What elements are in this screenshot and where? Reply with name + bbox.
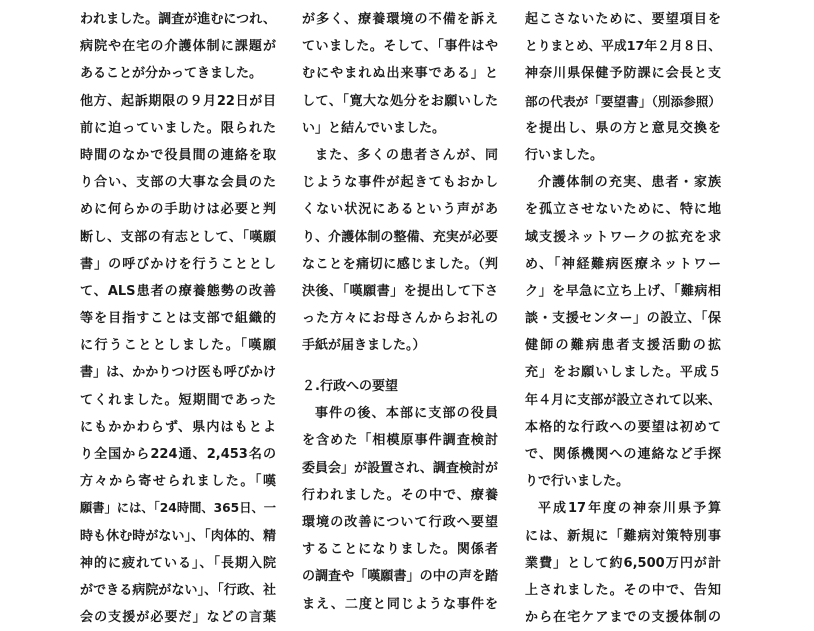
- text-line: することになりました。関係者: [302, 542, 498, 558]
- text-line: むにやまれぬ出来事である」と: [302, 66, 498, 82]
- text-line: ができる病院がない」、「行政、社: [80, 582, 276, 598]
- text-line: 方々から寄せられました。「嘆: [80, 474, 276, 490]
- text-line: ていました。そして、「事件はや: [302, 39, 498, 55]
- text-line: 部の代表が「要望書」（別添参照）: [525, 93, 721, 109]
- text-line: ク」を早急に立ち上げ、「難病相: [525, 283, 721, 299]
- text-line: 前に迫っていました。限られた: [80, 120, 276, 136]
- text-line: して、「寛大な処分をお願いした: [302, 93, 498, 109]
- text-column-2: [302, 6, 498, 618]
- text-line: を提出し、県の方と意見交換を: [525, 120, 721, 136]
- text-line: った方々にお母さんからお礼の: [302, 311, 498, 327]
- text-line: を孤立させないために、特に地: [525, 202, 721, 218]
- text-line: 神的に疲れている」、「長期入院: [80, 555, 276, 571]
- text-line: 健師の難病患者支援活動の拡: [525, 338, 721, 354]
- text-line: 平成17年度の神奈川県予算: [538, 501, 721, 517]
- text-line: 病院や在宅の介護体制に課題が: [80, 39, 276, 55]
- text-line: め、「神経難病医療ネットワー: [525, 256, 721, 272]
- text-line: 域支援ネットワークの拡充を求: [525, 229, 721, 245]
- text-line: 決後、「嘆願書」を提出して下さ: [302, 283, 498, 299]
- text-line: にもかかわらず、県内はもとよ: [80, 419, 276, 435]
- text-line: の調査や「嘆願書」の中の声を踏: [302, 569, 498, 585]
- text-line: 時も休む時がない」、「肉体的、精: [80, 528, 276, 544]
- text-line: われました。調査が進むにつれ、: [80, 12, 276, 27]
- text-line: り、介護体制の整備、充実が必要: [302, 229, 498, 245]
- text-line: 充」をお願いしました。平成５: [525, 365, 721, 381]
- text-line: 願書」には、「24時間、365日、一: [80, 501, 276, 516]
- text-line: 介護体制の充実、患者・家族: [538, 175, 721, 191]
- text-line: まえ、二度と同じような事件を: [302, 596, 498, 612]
- text-line: 会の支援が必要だ」などの言葉: [80, 610, 276, 626]
- text-line: 時間のなかで役員間の連絡を取: [80, 147, 276, 163]
- section-heading: ２.行政への要望: [302, 379, 398, 395]
- text-line: 環境の改善について行政へ要望: [302, 514, 498, 530]
- text-line: あることが分かってきました。: [80, 66, 263, 82]
- text-line: には、新規に「難病対策特別事: [525, 528, 721, 544]
- text-column-1: [80, 6, 276, 631]
- text-line: から在宅ケアまでの支援体制の: [525, 610, 721, 626]
- text-line: い」と結んでいました。: [302, 120, 446, 136]
- text-line: で、関係機関への連絡など手探: [525, 447, 721, 462]
- text-line: 断し、支部の有志として、「嘆願: [80, 229, 276, 245]
- text-line: 業費」として約6,500万円が計: [525, 555, 721, 571]
- text-line: 起こさないために、要望項目を: [525, 12, 721, 27]
- text-line: 行われました。その中で、療養: [302, 487, 498, 503]
- text-line: 行いました。: [525, 147, 604, 163]
- text-line: り合い、支部の大事な会員のた: [80, 175, 276, 191]
- text-line: また、多くの患者さんが、同: [315, 147, 498, 163]
- text-line: 事件の後、本部に支部の役員: [315, 406, 498, 422]
- text-line: り全国から224通、2,453名の: [80, 447, 276, 462]
- text-column-3: [525, 6, 721, 631]
- text-line: 本格的な行政への要望は初めて: [525, 419, 721, 435]
- text-line: くない状況にあるという声があ: [302, 202, 498, 218]
- text-line: とりまとめ、平成17年２月８日、: [525, 39, 721, 55]
- text-line: てくれました。短期間であった: [80, 392, 276, 408]
- text-line: に行うこととしました。「嘆願: [80, 338, 276, 354]
- text-line: 手紙が届きました。）: [302, 338, 426, 354]
- text-line: が多く、療養環境の不備を訴え: [302, 12, 498, 27]
- text-line: 談・支援センター」の設立、「保: [525, 311, 721, 327]
- text-line: 等を目指すことは支部で組織的: [80, 311, 276, 327]
- text-line: 書」は、かかりつけ医も呼びかけ: [80, 365, 276, 381]
- text-line: めに何らかの手助けは必要と判: [80, 202, 276, 218]
- text-line: て、ALS患者の療養態勢の改善: [80, 283, 276, 299]
- text-line: りで行いました。: [525, 474, 630, 490]
- text-line: 書」の呼びかけを行うこととし: [80, 256, 276, 272]
- text-line: を含めた「相模原事件調査検討: [302, 433, 498, 449]
- paragraph-gap: [302, 359, 498, 373]
- text-line: 年４月に支部が設立されて以来、: [525, 392, 721, 408]
- text-line: 上されました。その中で、告知: [525, 582, 721, 598]
- text-line: なことを痛切に感じました。（判: [302, 256, 498, 272]
- text-line: じような事件が起きてもおかし: [302, 175, 498, 191]
- text-line: 委員会」が設置され、調査検討が: [302, 460, 498, 476]
- text-line: 他方、起訴期限の９月22日が目: [80, 93, 276, 109]
- text-line: 神奈川県保健予防課に会長と支: [525, 66, 721, 82]
